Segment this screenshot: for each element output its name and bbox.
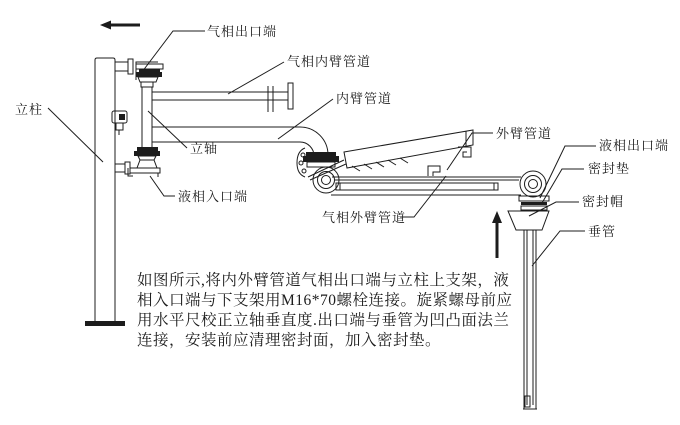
label-gas-inner-arm: 气相内臂管道 [287, 54, 372, 69]
leader-gas-outlet [142, 31, 205, 72]
label-vertical-axis: 立轴 [190, 141, 219, 156]
leader-drop-pipe [532, 231, 585, 266]
note-line: 连接，安装前应清理密封面，加入密封垫。 [137, 332, 442, 349]
gas-inner-arm-drawing [152, 83, 293, 112]
installation-note [137, 271, 529, 351]
note-line: 相入口端与下支架用M16*70螺栓连接。旋紧螺母前应 [137, 292, 513, 309]
leader-outer-arm [447, 133, 493, 170]
label-seal-cap: 密封帽 [582, 194, 625, 209]
label-outer-arm: 外臂管道 [496, 126, 553, 141]
label-inner-arm: 内臂管道 [336, 91, 393, 106]
leader-inner-arm [278, 99, 333, 139]
leader-gas-outer-arm [400, 176, 446, 217]
label-drop-pipe: 垂管 [588, 224, 617, 239]
up-arrow-icon [492, 211, 502, 258]
leader-liquid-inlet [150, 176, 175, 196]
inner-arm-drawing [152, 127, 339, 177]
label-liquid-outlet: 液相出口端 [599, 138, 670, 153]
leader-seal-gasket [542, 169, 584, 203]
label-seal-gasket: 密封垫 [588, 161, 631, 176]
outer-arm-drawing [313, 166, 546, 197]
part-labels [15, 24, 669, 239]
label-gas-outlet: 气相出口端 [207, 24, 278, 39]
label-gas-outer-arm: 气相外臂管道 [322, 210, 407, 225]
note-line: 用水平尺校正立轴垂直度.出口端与垂管为凹凸面法兰 [137, 312, 510, 329]
left-arrow-icon [100, 21, 140, 30]
label-liquid-inlet: 液相入口端 [178, 189, 249, 204]
leader-gas-inner-arm [228, 62, 284, 94]
note-line: 如图所示,将内外臂管道气相出口端与立柱上支架，液 [137, 272, 510, 289]
label-column: 立柱 [15, 102, 44, 117]
